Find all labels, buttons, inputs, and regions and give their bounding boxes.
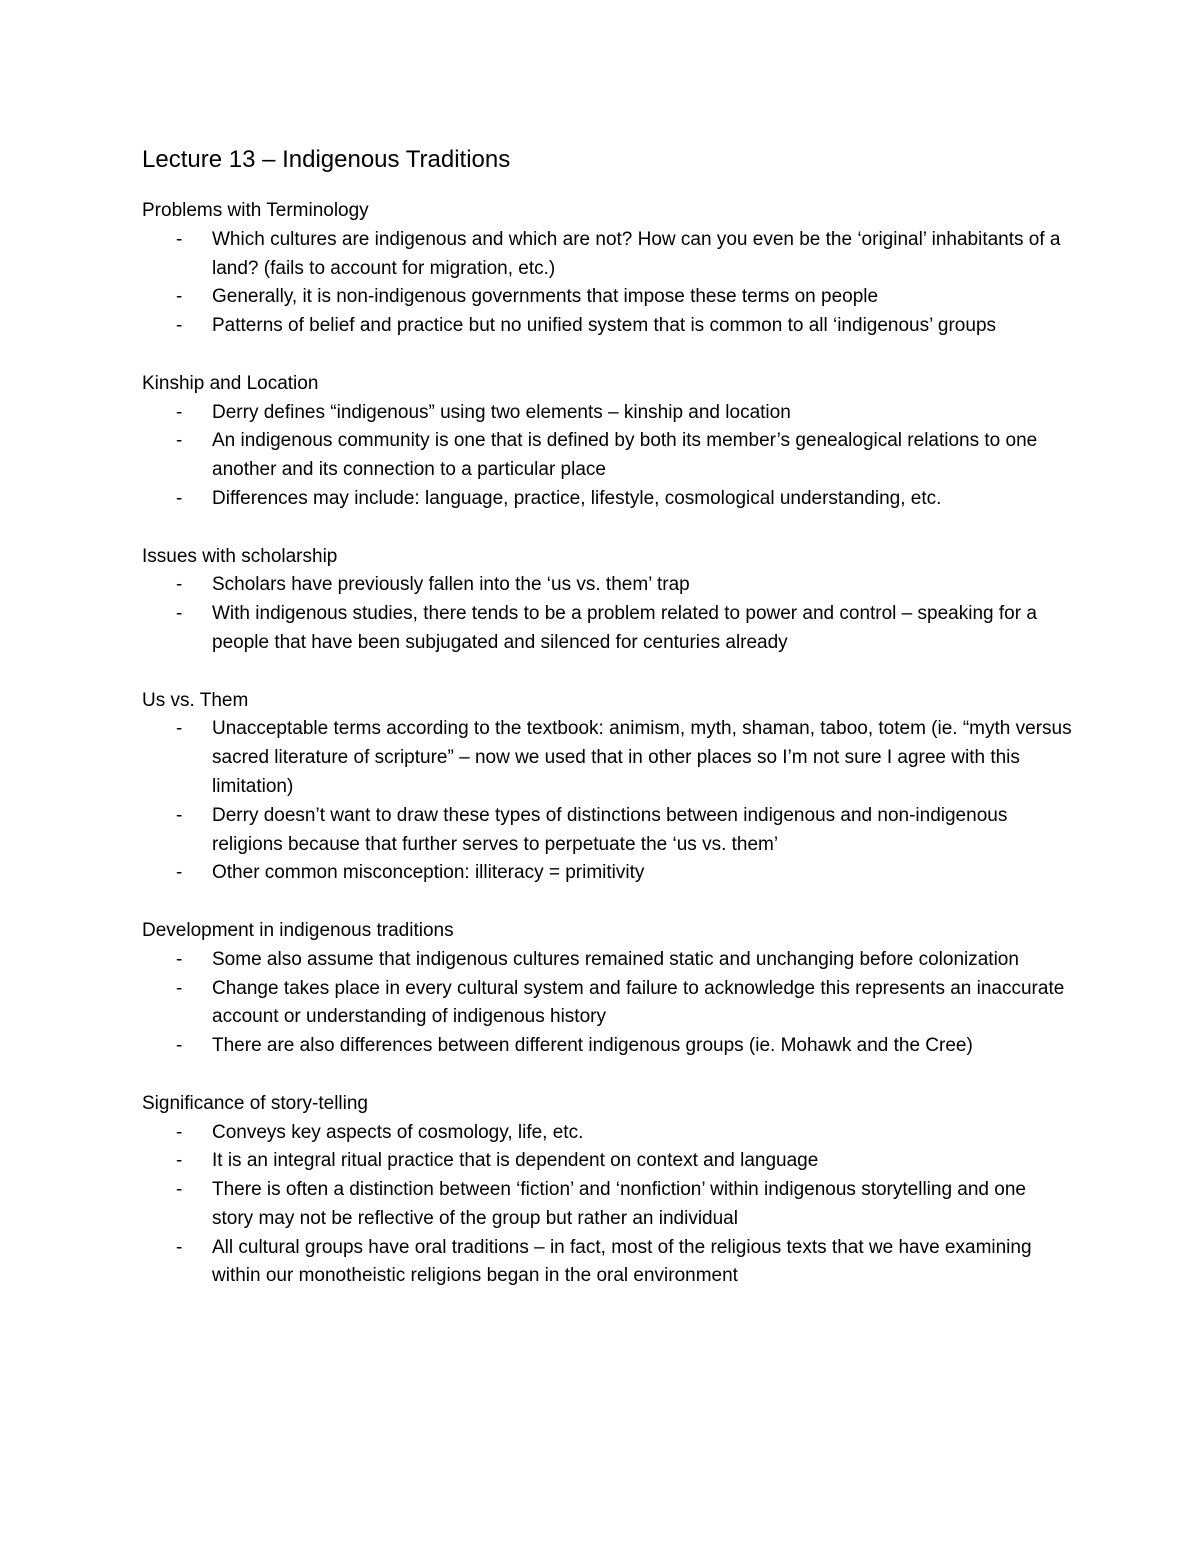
section-heading: Us vs. Them bbox=[142, 689, 249, 711]
bullet-item: - Generally, it is non-indigenous governments that impose these terms on people bbox=[142, 283, 1072, 312]
bullet-item: - All cultural groups have oral traditions – in fact, most of the religious texts that we have examining within our monotheistic religions began in the oral environment bbox=[142, 1234, 1072, 1292]
section-heading: Issues with scholarship bbox=[142, 545, 338, 567]
bullet-list bbox=[142, 399, 1072, 514]
document-title: Lecture 13 – Indigenous Traditions bbox=[142, 146, 511, 173]
section-significance-of-story-telling bbox=[142, 1090, 1072, 1292]
bullet-list bbox=[142, 226, 1072, 341]
bullet-list bbox=[142, 1119, 1072, 1292]
bullet-item: - Derry doesn’t want to draw these types of distinctions between indigenous and non-indigenous religions because that further serves to perpetuate the ‘us vs. them’ bbox=[142, 802, 1072, 860]
bullet-list bbox=[142, 571, 1072, 657]
bullet-item: - Unacceptable terms according to the textbook: animism, myth, shaman, taboo, totem (ie. “myth versus sacred literature of scripture” – now we used that in other places so I’m not sure I agree with this limitation) bbox=[142, 715, 1072, 801]
bullet-item: - Differences may include: language, practice, lifestyle, cosmological understanding, etc. bbox=[142, 485, 1072, 514]
bullet-item: - There are also differences between different indigenous groups (ie. Mohawk and the Cree) bbox=[142, 1032, 1072, 1061]
bullet-item: - It is an integral ritual practice that is dependent on context and language bbox=[142, 1147, 1072, 1176]
section-issues-with-scholarship bbox=[142, 543, 1072, 658]
section-heading: Development in indigenous traditions bbox=[142, 919, 454, 941]
bullet-item: - Some also assume that indigenous cultures remained static and unchanging before colonization bbox=[142, 946, 1072, 975]
bullet-item: - With indigenous studies, there tends to be a problem related to power and control – speaking for a people that have been subjugated and silenced for centuries already bbox=[142, 600, 1072, 658]
document-page bbox=[142, 140, 1072, 1320]
bullet-item: - Scholars have previously fallen into the ‘us vs. them’ trap bbox=[142, 571, 1072, 600]
bullet-item: - Other common misconception: illiteracy = primitivity bbox=[142, 859, 1072, 888]
bullet-item: - Derry defines “indigenous” using two elements – kinship and location bbox=[142, 399, 1072, 428]
section-kinship-and-location bbox=[142, 370, 1072, 514]
section-heading: Significance of story-telling bbox=[142, 1092, 368, 1114]
section-development-in-indigenous-traditions bbox=[142, 917, 1072, 1061]
section-us-vs-them bbox=[142, 687, 1072, 889]
bullet-item: - Change takes place in every cultural system and failure to acknowledge this represents an inaccurate account or understanding of indigenous history bbox=[142, 975, 1072, 1033]
section-problems-with-terminology bbox=[142, 197, 1072, 341]
bullet-item: - Conveys key aspects of cosmology, life, etc. bbox=[142, 1119, 1072, 1148]
section-heading: Problems with Terminology bbox=[142, 200, 369, 221]
bullet-item: - There is often a distinction between ‘fiction’ and ‘nonfiction’ within indigenous storytelling and one story may not be reflective of the group but rather an individual bbox=[142, 1176, 1072, 1234]
bullet-item: - Patterns of belief and practice but no unified system that is common to all ‘indigenous’ groups bbox=[142, 312, 1072, 341]
bullet-item: - An indigenous community is one that is defined by both its member’s genealogical relations to one another and its connection to a particular place bbox=[142, 427, 1072, 485]
section-heading: Kinship and Location bbox=[142, 372, 319, 394]
bullet-list bbox=[142, 946, 1072, 1061]
bullet-list bbox=[142, 715, 1072, 888]
bullet-item: - Which cultures are indigenous and which are not? How can you even be the ‘original’ inhabitants of a land? (fails to account for migration, etc.) bbox=[142, 226, 1072, 284]
